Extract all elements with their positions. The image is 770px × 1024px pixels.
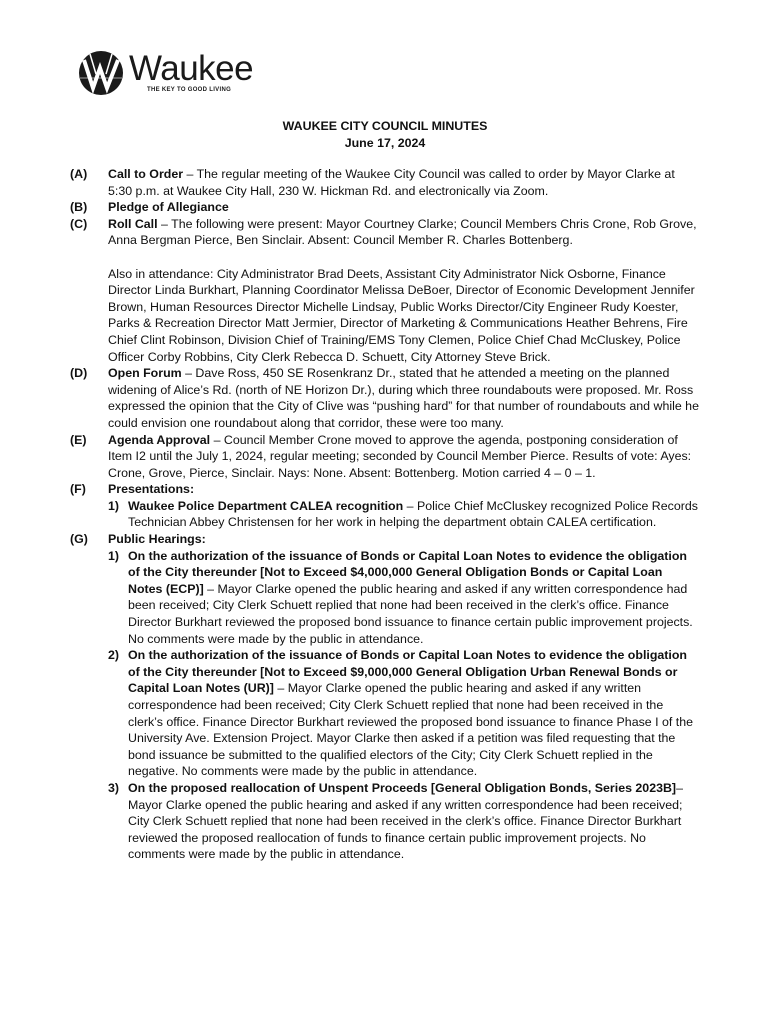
item-title: Pledge of Allegiance [108, 200, 229, 215]
sub-number: 3) [108, 780, 120, 795]
item-public-hearings [70, 531, 700, 863]
item-text: – Dave Ross, 450 SE Rosenkranz Dr., stated that he attended a meeting on the planned widening of Alice’s Rd. (north of NE Horizon Dr.), during which three roundabouts were proposed. Mr. Ross expressed the opinion that the City of Clive was “pushing hard” for that number of roundabouts and while he could envision one roundabout along that corridor, these were too many. [108, 366, 699, 430]
logo-tagline: THE KEY TO GOOD LIVING [147, 87, 232, 93]
item-title: Open Forum [108, 366, 182, 381]
meeting-date: June 17, 2024 [344, 136, 426, 150]
item-label: (C) [70, 216, 88, 231]
sub-title: On the authorization of the issuance of Bonds or Capital Loan Notes to evidence the obligation of the City thereunder [Not to Exceed $4,000,000 General Obligation Bonds or Capital Loan Notes (ECP)] [128, 548, 687, 596]
hearing-item [108, 548, 700, 648]
item-agenda-approval [70, 432, 700, 482]
item-roll-call [70, 216, 700, 365]
sub-number: 1) [108, 498, 120, 513]
logo-wordmark: Waukee [129, 49, 254, 88]
sub-text: – Mayor Clarke opened the public hearing and asked if any written correspondence had been received; City Clerk Schuett replied that none had been received in the clerk’s office. Finance Director Burkhart reviewed the proposed bond issuance to finance certain public improvement projects. No comments were made by the public in attendance. [128, 581, 693, 646]
sub-text: – Police Chief McCluskey recognized Police Records Technician Abbey Christensen for her work in helping the department obtain CALEA certification. [128, 498, 698, 530]
item-call-to-order [70, 166, 700, 199]
item-open-forum [70, 365, 700, 431]
sub-text: – Mayor Clarke opened the public hearing and asked if any written correspondence had been received; City Clerk Schuett replied that none had been received in the clerk’s office. Finance Director Burkhart reviewed the proposed reallocation of funds to finance certain public improvement projects. No comments were made by the public in attendance. [128, 780, 683, 862]
item-presentations [70, 481, 700, 531]
item-title: Public Hearings: [108, 532, 206, 547]
item-label: (D) [70, 366, 88, 381]
item-title: Roll Call [108, 216, 158, 231]
item-title: Agenda Approval [108, 432, 211, 447]
sub-title: Waukee Police Department CALEA recognition [128, 498, 404, 513]
item-title: Presentations: [108, 482, 195, 497]
item-label: (B) [70, 200, 88, 215]
item-pledge [70, 199, 700, 216]
item-title: Call to Order [108, 167, 184, 181]
waukee-logo [76, 48, 254, 98]
waukee-mark-icon [76, 48, 126, 98]
sub-title: On the authorization of the issuance of Bonds or Capital Loan Notes to evidence the obligation of the City thereunder [Not to Exceed $9,000,000 General Obligation Urban Renewal Bonds or Capital Loan Notes (UR)] [128, 648, 687, 696]
hearing-item [108, 780, 700, 863]
item-label: (A) [70, 167, 88, 181]
sub-text: – Mayor Clarke opened the public hearing and asked if any written correspondence had been received; City Clerk Schuett replied that none had been received in the clerk’s office. Finance Director Burkhart reviewed the proposed bond issuance to finance Phase I of the University Ave. Extension Project. Mayor Clarke then asked if a petition was filed requesting that the bond issuance be submitted to the qualified electors of the City; City Clerk Schuett replied in the negative. No comments were made by the public in attendance. [128, 681, 694, 779]
presentation-item [108, 498, 700, 531]
item-text: – The regular meeting of the Waukee City Council was called to order by Mayor Clarke at 5:30 p.m. at Waukee City Hall, 230 W. Hickman Rd. and electronically via Zoom. [108, 167, 675, 198]
item-text: – Council Member Crone moved to approve the agenda, postponing consideration of Item I2 until the July 1, 2024, regular meeting; seconded by Council Member Pierce. Results of vote: Ayes: Crone, Grove, Pierce, Sinclair. Nays: None. Absent: Bottenberg. Motion carried 4 – 0 – 1. [108, 432, 692, 480]
document-title: WAUKEE CITY COUNCIL MINUTES [282, 119, 488, 133]
item-text: – The following were present: Mayor Courtney Clarke; Council Members Chris Crone, Rob Grove, Anna Bergman Pierce, Ben Sinclair. Absent: Council Member R. Charles Bottenberg. [108, 216, 697, 248]
item-label: (G) [70, 532, 88, 547]
sub-number: 1) [108, 548, 120, 563]
item-label: (F) [70, 482, 86, 497]
attendance-paragraph: Also in attendance: City Administrator Brad Deets, Assistant City Administrator Nick Osborne, Finance Director Linda Burkhart, Planning Coordinator Melissa DeBoer, Director of Economic Development Jennifer Brown, Human Resources Director Michelle Lindsay, Public Works Director/City Engineer Rudy Koester, Parks & Recreation Director Matt Jermier, Director of Marketing & Communications Heather Behrens, Fire Chief Clint Robinson, Division Chief of Training/EMS Tony Clemen, Police Chief Chad McCluskey, Police Officer Corby Robbins, City Clerk Rebecca D. Schuett, City Attorney Steve Brick. [108, 266, 695, 364]
sub-number: 2) [108, 648, 120, 663]
sub-title: On the proposed reallocation of Unspent Proceeds [General Obligation Bonds, Series 2023B] [128, 780, 677, 795]
minutes-body [70, 166, 700, 863]
hearing-item [108, 647, 700, 780]
item-label: (E) [70, 432, 87, 447]
